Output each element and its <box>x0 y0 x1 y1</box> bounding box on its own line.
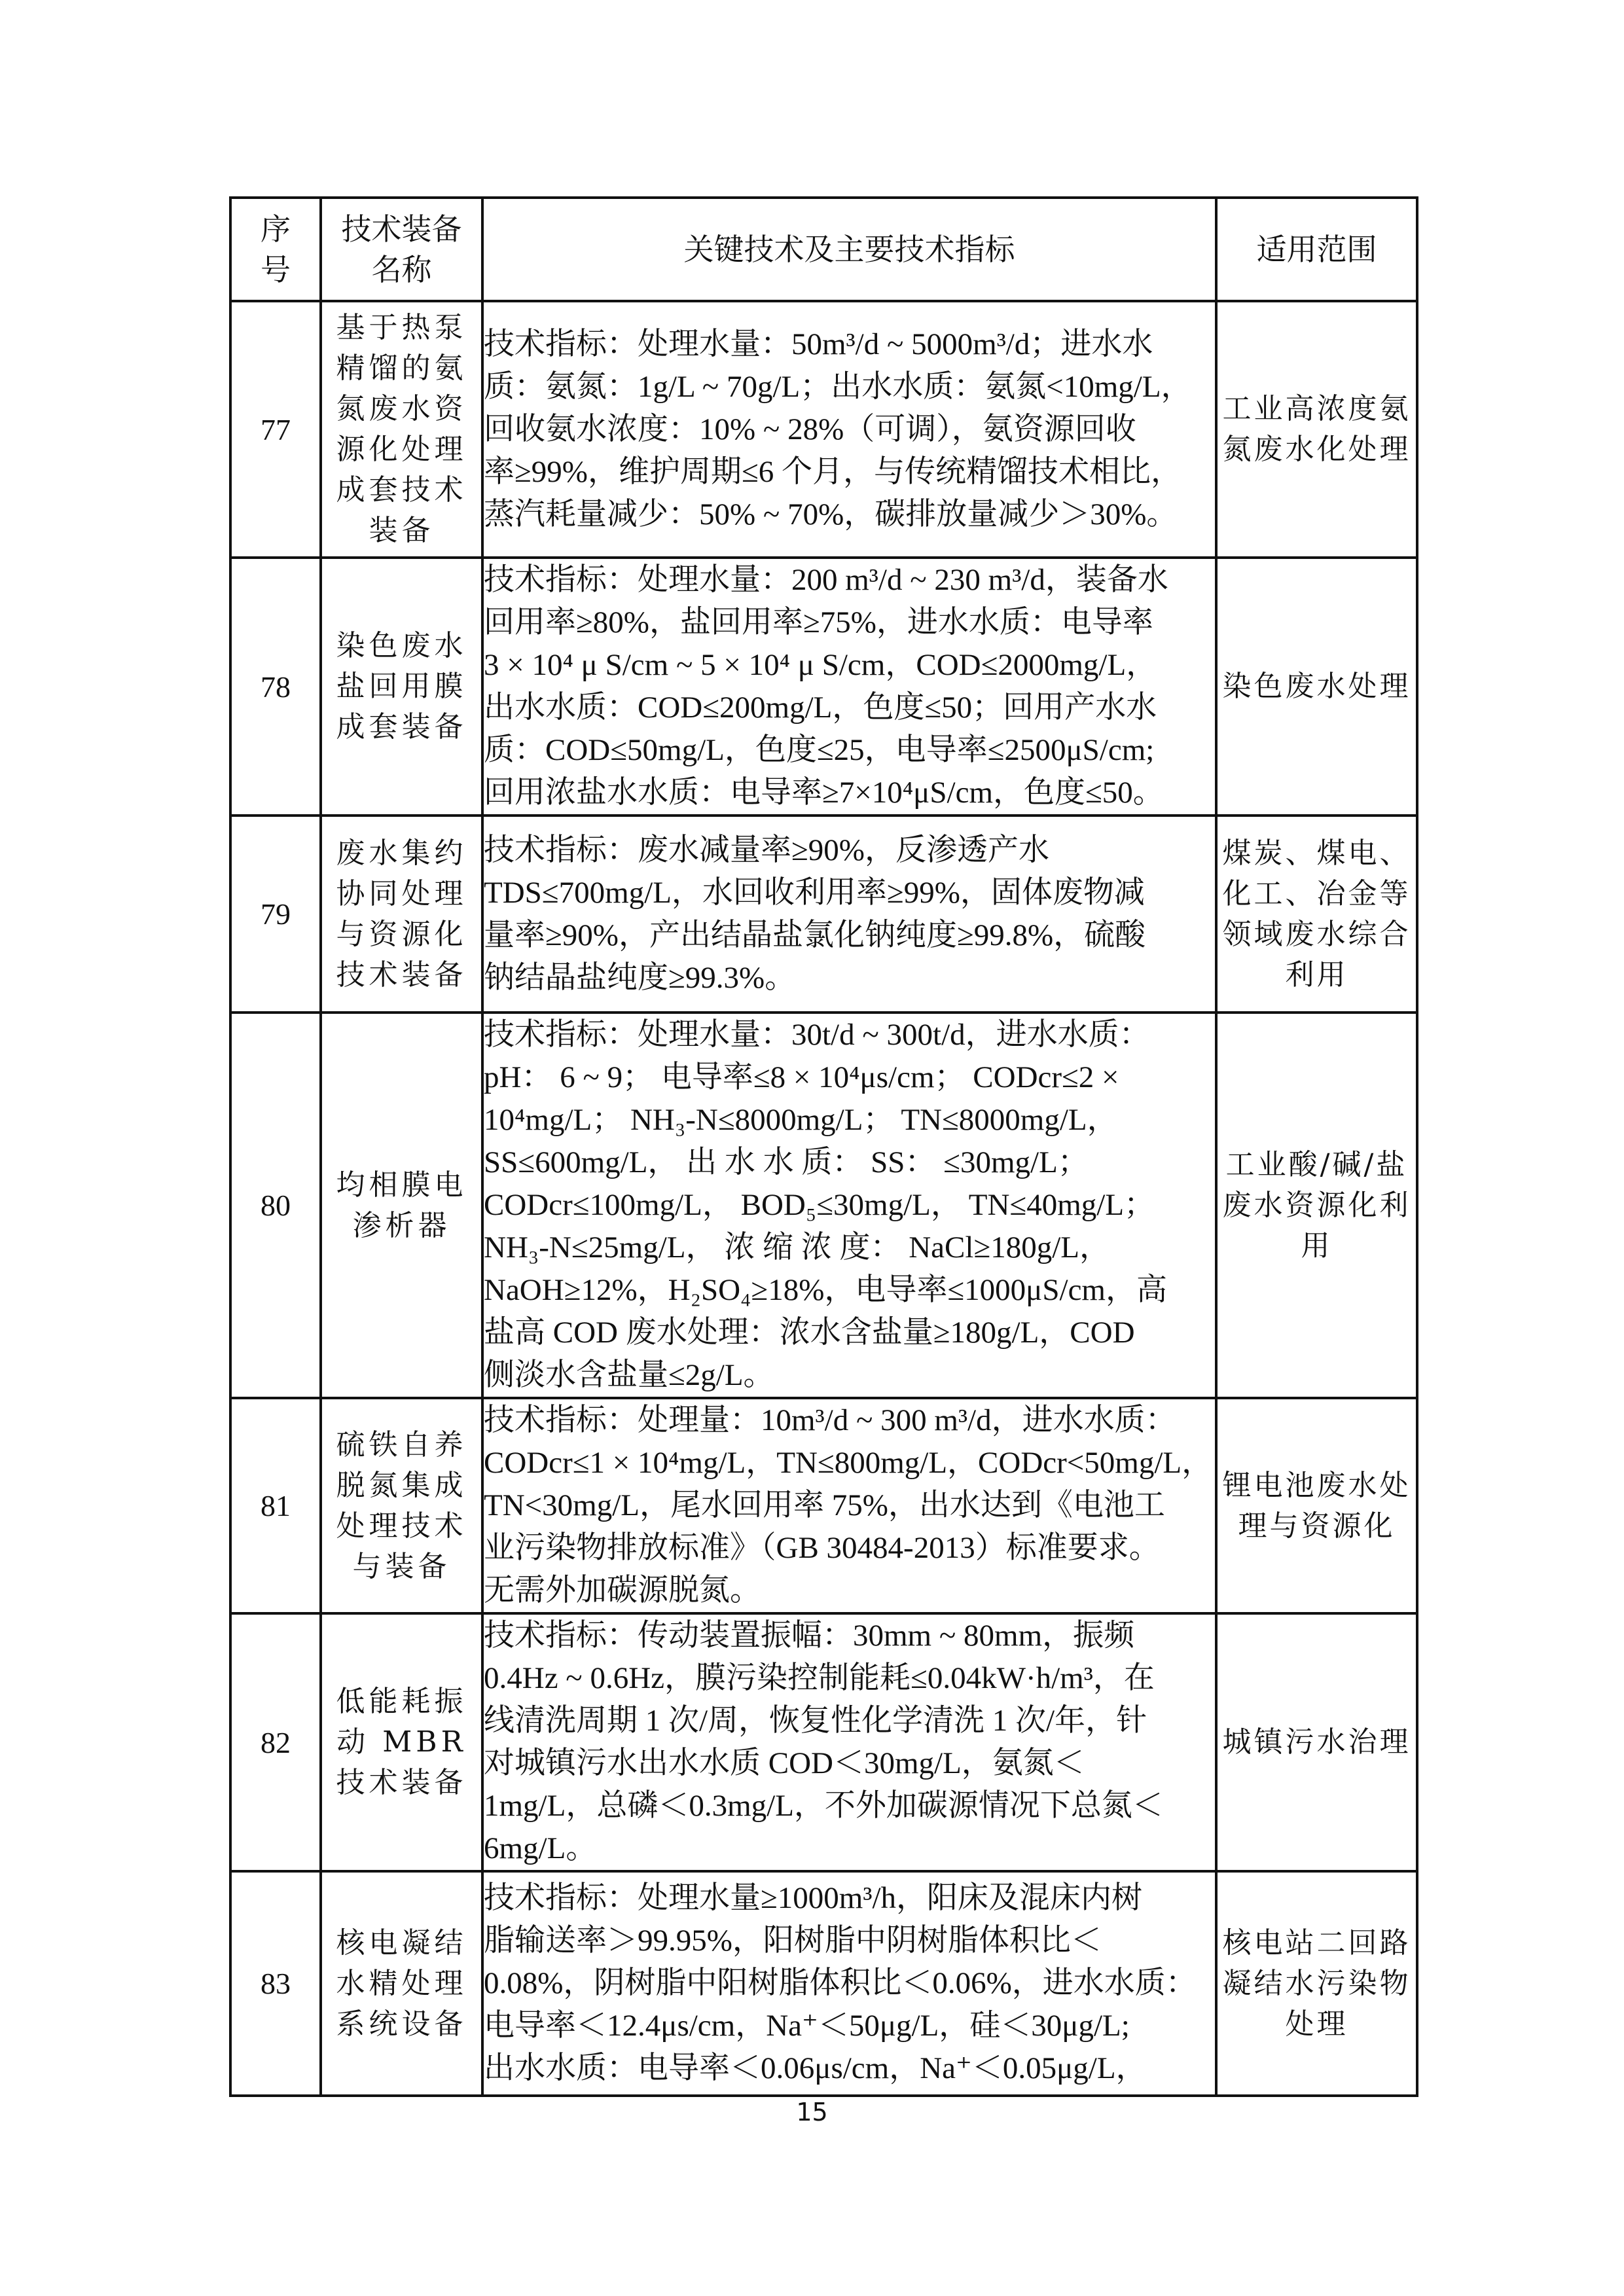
application-scope: 染色废水处理 <box>1216 558 1417 816</box>
spec-line: 10⁴mg/L； NH₃-N≤8000mg/L； TN≤8000mg/L， <box>484 1103 1118 1137</box>
equipment-name: 核电凝结水精处理系统设备 <box>321 1871 482 2096</box>
spec-line: 技术指标：处理水量：200 m³/d ~ 230 m³/d，装备水 <box>484 563 1168 597</box>
spec-line: SS≤600mg/L， 出 水 水 质： SS： ≤30mg/L； <box>484 1145 1089 1179</box>
table-row <box>230 301 1417 558</box>
equipment-name: 均相膜电渗析器 <box>321 1013 482 1398</box>
spec-line: 1mg/L，总磷＜0.3mg/L，不外加碳源情况下总氮＜ <box>484 1789 1163 1823</box>
equipment-name: 硫铁自养脱氮集成处理技术与装备 <box>321 1398 482 1613</box>
header-no: 序号 <box>230 198 321 301</box>
application-scope: 工业酸/碱/盐废水资源化利用 <box>1216 1013 1417 1398</box>
equipment-name: 废水集约协同处理与资源化技术装备 <box>321 816 482 1013</box>
technical-spec <box>482 816 1216 1013</box>
equipment-name: 基于热泵精馏的氨氮废水资源化处理成套技术装备 <box>321 301 482 558</box>
header-spec: 关键技术及主要技术指标 <box>482 198 1216 301</box>
table-row <box>230 1613 1417 1871</box>
technical-spec <box>482 558 1216 816</box>
spec-line: 回用浓盐水水质：电导率≥7×10⁴μS/cm，色度≤50。 <box>484 776 1164 810</box>
technical-spec <box>482 301 1216 558</box>
spec-line: 回用率≥80%，盐回用率≥75%，进水水质：电导率 <box>484 605 1153 639</box>
application-scope: 锂电池废水处理与资源化 <box>1216 1398 1417 1613</box>
row-number: 77 <box>230 301 321 558</box>
application-scope: 城镇污水治理 <box>1216 1613 1417 1871</box>
row-number: 78 <box>230 558 321 816</box>
spec-line: 电导率＜12.4μs/cm，Na⁺＜50μg/L，硅＜30μg/L; <box>484 2009 1130 2043</box>
equipment-name: 染色废水盐回用膜成套装备 <box>321 558 482 816</box>
spec-line: 0.4Hz ~ 0.6Hz，膜污染控制能耗≤0.04kW·h/m³，在 <box>484 1661 1155 1695</box>
application-scope: 核电站二回路凝结水污染物处理 <box>1216 1871 1417 2096</box>
row-number: 79 <box>230 816 321 1013</box>
spec-line: 3 × 10⁴ μ S/cm ~ 5 × 10⁴ μ S/cm，COD≤2000mg/L， <box>484 648 1157 682</box>
table-header-row <box>230 198 1417 301</box>
equipment-table <box>229 196 1418 2097</box>
equipment-name: 低能耗振动 MBR 技术装备 <box>321 1613 482 1871</box>
technical-spec <box>482 1871 1216 2096</box>
spec-line: 脂输送率＞99.95%，阳树脂中阴树脂体积比＜ <box>484 1924 1102 1958</box>
spec-line: NH₃-N≤25mg/L， 浓 缩 浓 度： NaCl≥180g/L， <box>484 1230 1111 1265</box>
spec-line: 技术指标：处理量：10m³/d ~ 300 m³/d，进水水质： <box>484 1403 1176 1437</box>
spec-line: 蒸汽耗量减少：50% ~ 70%，碳排放量减少＞30%。 <box>484 497 1178 531</box>
table-row <box>230 1871 1417 2096</box>
spec-line: CODcr≤100mg/L， BOD₅≤30mg/L， TN≤40mg/L； <box>484 1188 1155 1222</box>
application-scope: 工业高浓度氨氮废水化处理 <box>1216 301 1417 558</box>
row-number: 83 <box>230 1871 321 2096</box>
spec-line: 回收氨水浓度：10% ~ 28%（可调），氨资源回收 <box>484 412 1136 446</box>
spec-line: 技术指标：处理水量：50m³/d ~ 5000m³/d；进水水 <box>484 327 1153 361</box>
page-number: 15 <box>796 2098 828 2126</box>
spec-line: 技术指标：处理水量：30t/d ~ 300t/d，进水水质： <box>484 1018 1150 1052</box>
spec-line: TN<30mg/L，尾水回用率 75%，出水达到《电池工 <box>484 1488 1165 1522</box>
spec-line: 侧淡水含盐量≤2g/L。 <box>484 1358 774 1392</box>
spec-line: 质：COD≤50mg/L，色度≤25，电导率≤2500μS/cm; <box>484 733 1155 767</box>
row-number: 82 <box>230 1613 321 1871</box>
spec-line: NaOH≥12%，H₂SO₄≥18%，电导率≤1000μS/cm，高 <box>484 1273 1167 1307</box>
row-number: 81 <box>230 1398 321 1613</box>
table-row <box>230 816 1417 1013</box>
spec-line: 技术指标：处理水量≥1000m³/h，阳床及混床内树 <box>484 1881 1143 1915</box>
spec-line: 出水水质：COD≤200mg/L，色度≤50；回用产水水 <box>484 691 1157 725</box>
table-row <box>230 558 1417 816</box>
header-scope: 适用范围 <box>1216 198 1417 301</box>
spec-line: 线清洗周期 1 次/周，恢复性化学清洗 1 次/年，针 <box>484 1704 1147 1738</box>
spec-line: 6mg/L。 <box>484 1831 597 1865</box>
table-row <box>230 1013 1417 1398</box>
spec-line: CODcr≤1 × 10⁴mg/L，TN≤800mg/L，CODcr<50mg/L， <box>484 1446 1213 1480</box>
technical-spec <box>482 1613 1216 1871</box>
spec-line: 盐高 COD 废水处理：浓水含盐量≥180g/L，COD <box>484 1316 1135 1350</box>
spec-line: 率≥99%，维护周期≤6 个月，与传统精馏技术相比， <box>484 454 1182 489</box>
header-name: 技术装备名称 <box>321 198 482 301</box>
spec-line: 质：氨氮：1g/L ~ 70g/L；出水水质：氨氮<10mg/L， <box>484 369 1192 404</box>
spec-line: 出水水质：电导率＜0.06μs/cm，Na⁺＜0.05μg/L， <box>484 2051 1147 2085</box>
row-number: 80 <box>230 1013 321 1398</box>
technical-spec <box>482 1013 1216 1398</box>
spec-line: 对城镇污水出水水质 COD＜30mg/L，氨氮＜ <box>484 1746 1085 1780</box>
application-scope: 煤炭、煤电、化工、冶金等领域废水综合利用 <box>1216 816 1417 1013</box>
spec-line: 量率≥90%，产出结晶盐氯化钠纯度≥99.8%，硫酸 <box>484 918 1146 952</box>
spec-line: 无需外加碳源脱氮。 <box>484 1573 761 1607</box>
spec-line: 0.08%，阴树脂中阳树脂体积比＜0.06%，进水水质： <box>484 1966 1197 2000</box>
technical-spec <box>482 1398 1216 1613</box>
spec-line: TDS≤700mg/L，水回收利用率≥99%，固体废物减 <box>484 875 1145 910</box>
spec-line: 业污染物排放标准》（GB 30484-2013）标准要求。 <box>484 1531 1160 1565</box>
spec-line: 技术指标：传动装置振幅：30mm ~ 80mm，振频 <box>484 1619 1135 1653</box>
table-row <box>230 1398 1417 1613</box>
spec-line: 钠结晶盐纯度≥99.3%。 <box>484 960 796 995</box>
spec-line: pH： 6 ~ 9； 电导率≤8 × 10⁴μs/cm； CODcr≤2 × <box>484 1060 1119 1094</box>
spec-line: 技术指标：废水减量率≥90%，反渗透产水 <box>484 833 1049 867</box>
